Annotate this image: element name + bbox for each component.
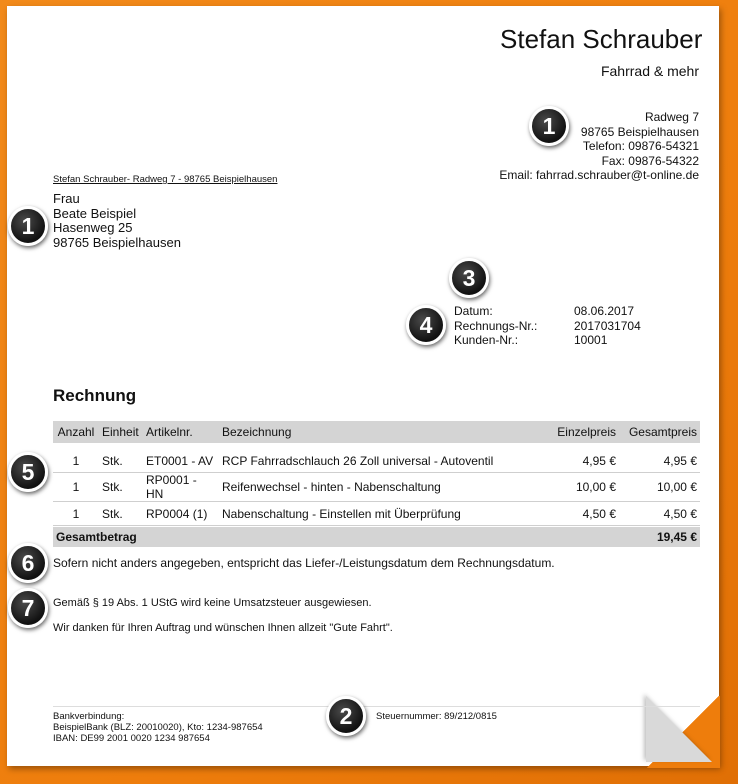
email-line: Email: fahrrad.schrauber@t-online.de (499, 168, 699, 183)
invoice-title: Rechnung (53, 386, 137, 405)
table-row (53, 443, 700, 473)
cell-total-price: 4,95 € (619, 443, 700, 473)
col-header-quantity: Anzahl (53, 421, 99, 443)
cell-article: ET0001 - AV (143, 443, 219, 473)
cell-unit: Stk. (99, 473, 143, 502)
bank-iban: IBAN: DE99 2001 0020 1234 987654 (53, 733, 210, 744)
col-header-total-price: Gesamtpreis (619, 421, 700, 443)
col-header-unit: Einheit (99, 421, 143, 443)
sender-return-line: Stefan Schrauber- Radweg 7 - 98765 Beispielhausen (53, 174, 278, 185)
bank-heading: Bankverbindung: (53, 711, 125, 722)
recipient-address (53, 192, 181, 250)
total-label: Gesamtbetrag (56, 530, 137, 544)
recipient-city: 98765 Beispielhausen (53, 234, 181, 250)
callout-badge: 3 (449, 258, 489, 298)
company-name: Stefan Schrauber (500, 24, 703, 54)
total-value: 19,45 € (656, 530, 697, 544)
company-tagline: Fahrrad & mehr (600, 63, 699, 79)
vat-note: Gemäß § 19 Abs. 1 UStG wird keine Umsatzsteuer ausgewiesen. (53, 597, 372, 609)
recipient-street: Hasenweg 25 (53, 220, 133, 236)
cell-article: RP0001 - HN (143, 473, 219, 502)
cell-unit-price: 10,00 € (533, 473, 619, 502)
table-row (53, 473, 700, 502)
meta-row-customer-number (454, 333, 641, 348)
bank-details (53, 711, 263, 744)
tax-number: Steuernummer: 89/212/0815 (376, 711, 497, 722)
meta-label: Rechnungs-Nr.: (454, 318, 538, 333)
address-line: 98765 Beispielhausen (580, 124, 699, 139)
callout-badge: 2 (326, 696, 366, 736)
col-header-description: Bezeichnung (219, 421, 533, 443)
meta-value: 2017031704 (574, 318, 641, 333)
footer-divider (53, 706, 700, 707)
callout-badge: 7 (8, 588, 48, 628)
delivery-date-note: Sofern nicht anders angegeben, entspricht das Liefer-/Leistungsdatum dem Rechnungsdatum. (53, 556, 555, 570)
thank-you-note: Wir danken für Ihren Auftrag und wünschen Ihnen allzeit "Gute Fahrt". (53, 622, 393, 634)
col-header-article: Artikelnr. (143, 421, 219, 443)
col-header-unit-price: Einzelpreis (533, 421, 619, 443)
cell-quantity: 1 (53, 443, 99, 473)
cell-unit-price: 4,95 € (533, 443, 619, 473)
cell-quantity: 1 (53, 502, 99, 526)
line-items-table (53, 421, 700, 526)
meta-row-invoice-number (454, 319, 641, 334)
meta-row-date (454, 304, 641, 319)
fax-line: Fax: 09876-54322 (601, 153, 699, 168)
table-row (53, 502, 700, 526)
cell-description: Nabenschaltung - Einstellen mit Überprüfung (219, 502, 533, 526)
callout-badge: 1 (529, 106, 569, 146)
address-line: Radweg 7 (644, 110, 699, 124)
table-header-row (53, 421, 700, 443)
cell-unit: Stk. (99, 443, 143, 473)
cell-description: Reifenwechsel - hinten - Nabenschaltung (219, 473, 533, 502)
cell-unit-price: 4,50 € (533, 502, 619, 526)
callout-badge: 5 (8, 452, 48, 492)
total-row (53, 527, 700, 547)
callout-badge: 4 (406, 305, 446, 345)
bank-account: BeispielBank (BLZ: 20010020), Kto: 1234-987654 (53, 722, 263, 733)
phone-line: Telefon: 09876-54321 (582, 139, 699, 154)
meta-label: Datum: (454, 304, 493, 318)
cell-total-price: 10,00 € (619, 473, 700, 502)
recipient-name: Beate Beispiel (53, 205, 137, 221)
recipient-salutation: Frau (53, 191, 80, 206)
cell-total-price: 4,50 € (619, 502, 700, 526)
meta-label: Kunden-Nr.: (454, 333, 519, 348)
meta-value: 08.06.2017 (574, 304, 635, 318)
callout-badge: 6 (8, 543, 48, 583)
invoice-meta (454, 304, 641, 348)
cell-article: RP0004 (1) (143, 502, 219, 526)
meta-value: 10001 (574, 333, 608, 348)
callout-badge: 1 (8, 206, 48, 246)
cell-description: RCP Fahrradschlauch 26 Zoll universal - Autoventil (219, 443, 533, 473)
cell-unit: Stk. (99, 502, 143, 526)
cell-quantity: 1 (53, 473, 99, 502)
